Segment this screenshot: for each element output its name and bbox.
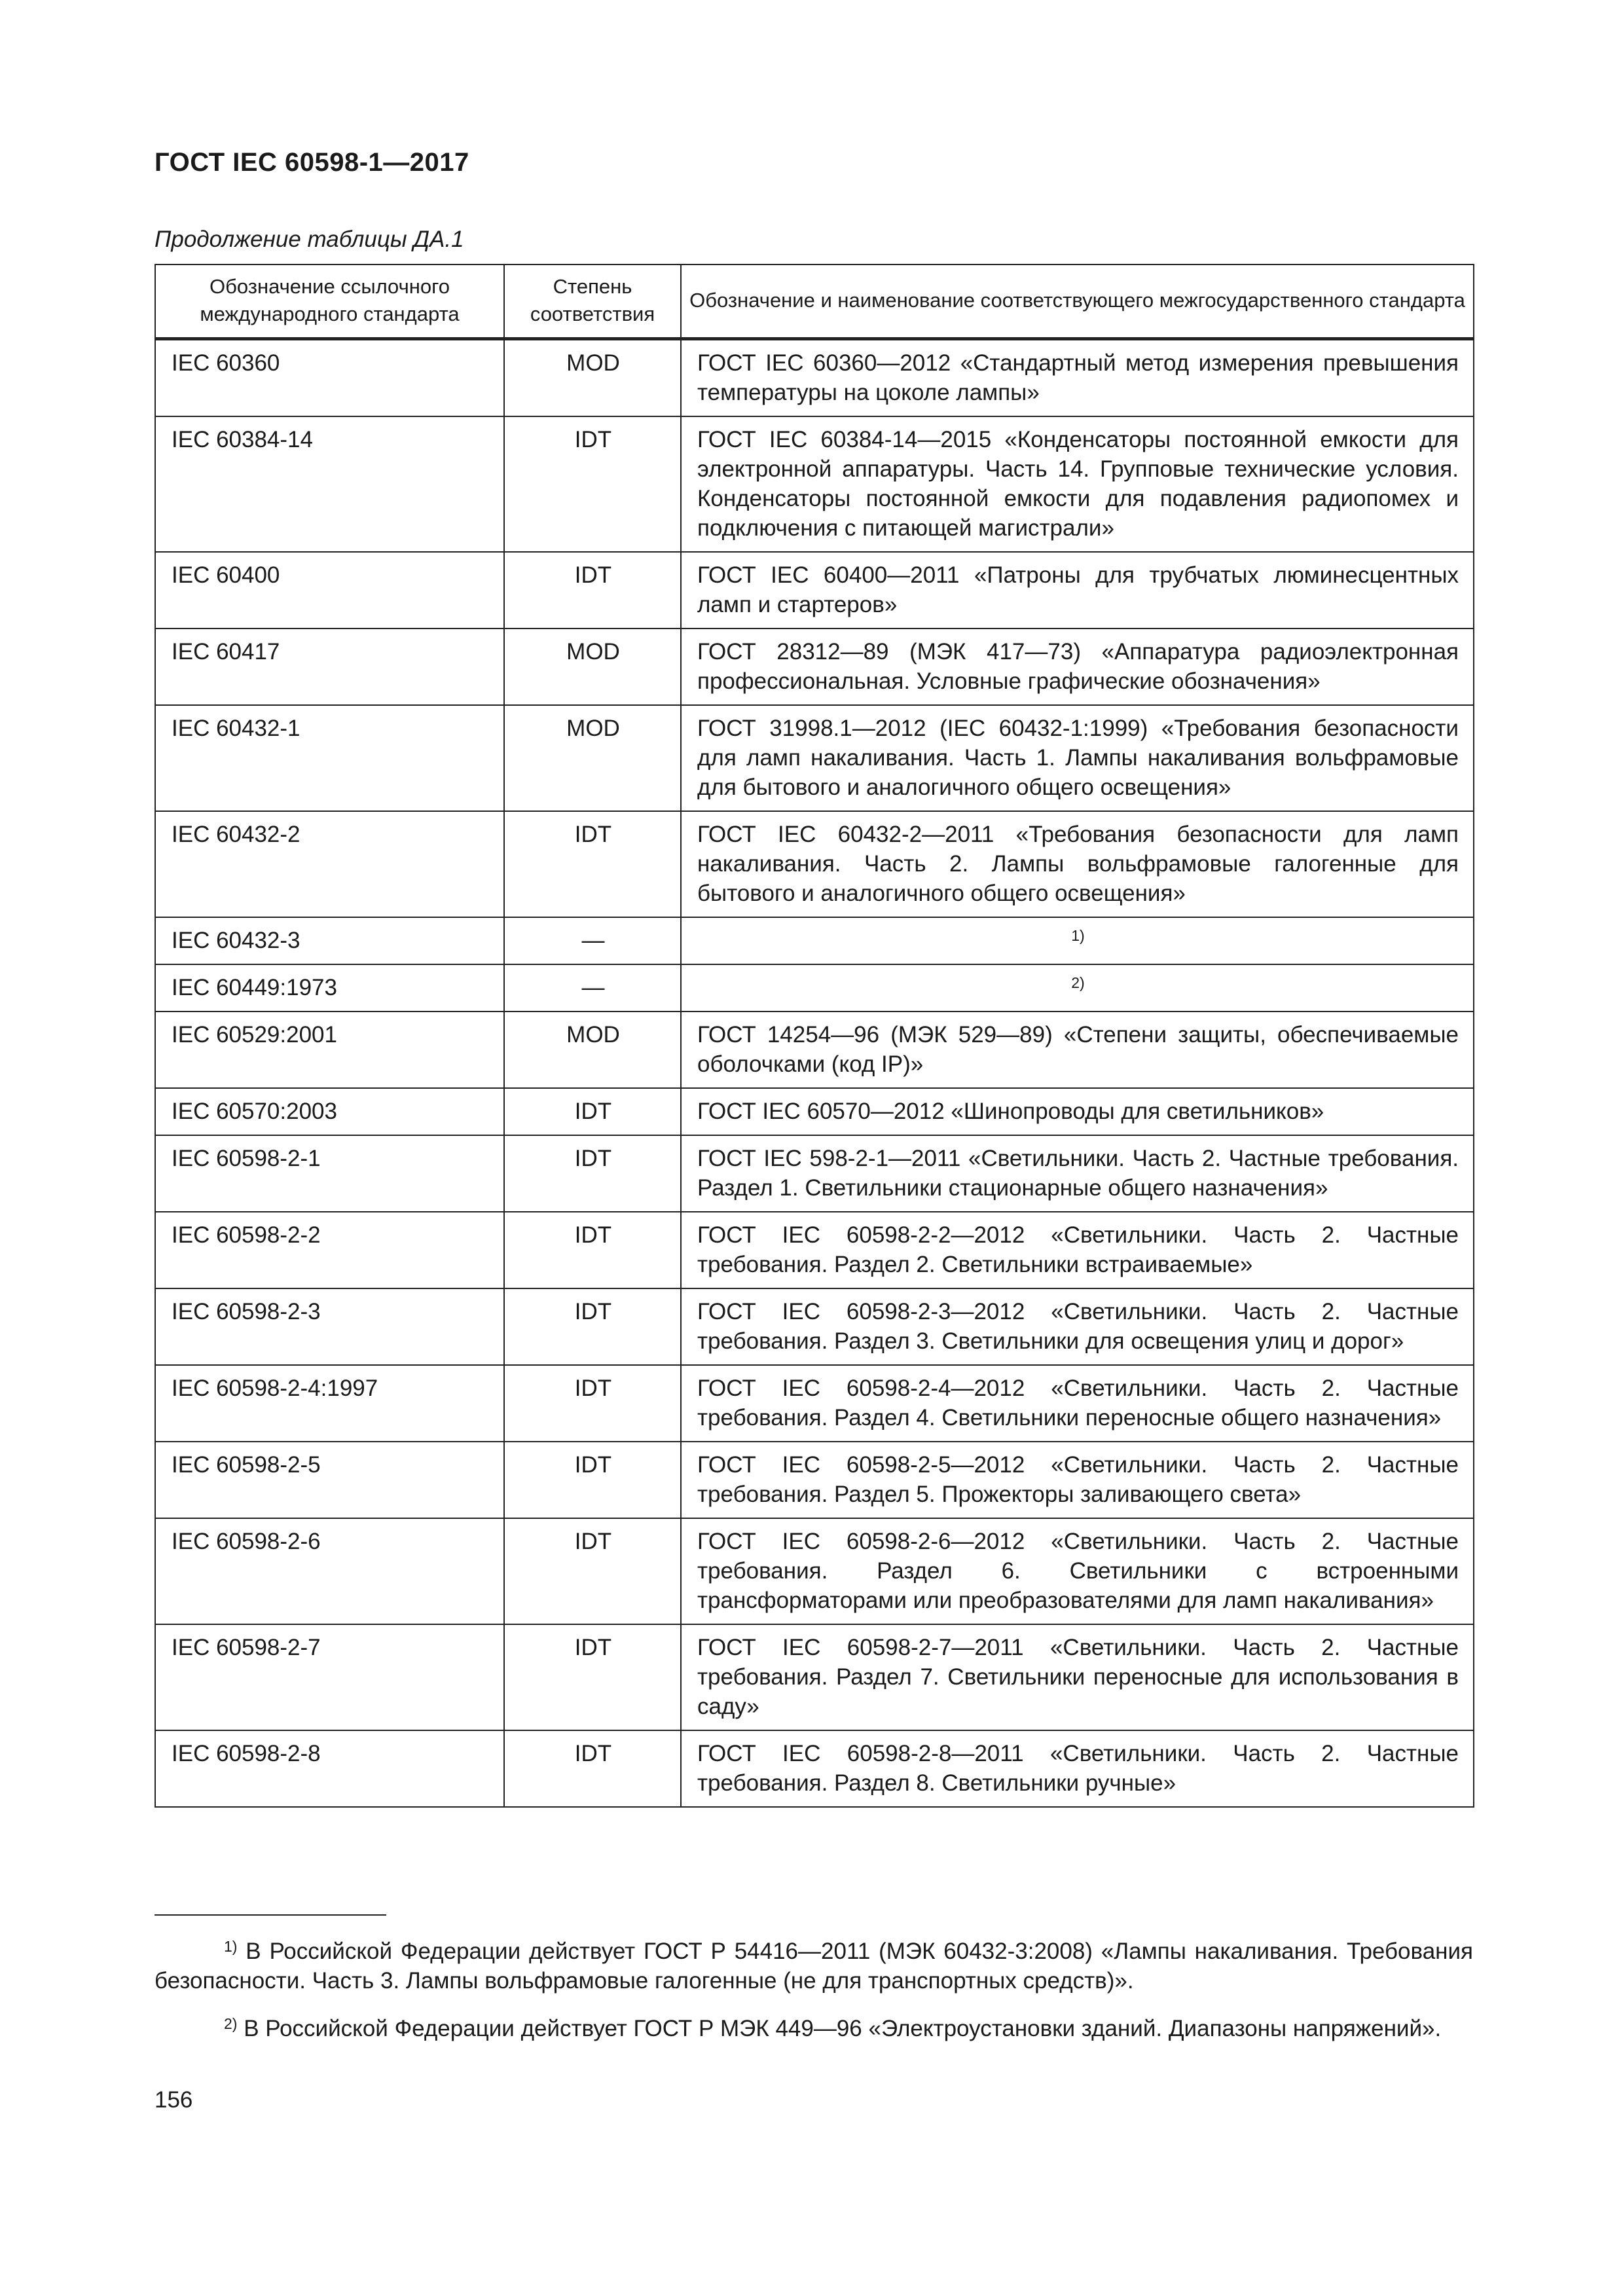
row-designation: IEC 60432-3 xyxy=(155,917,504,964)
row-designation: IEC 60529:2001 xyxy=(155,1011,504,1088)
row-designation: IEC 60360 xyxy=(155,339,504,417)
row-degree: IDT xyxy=(504,1212,681,1288)
row-standard-name: ГОСТ IEC 60570—2012 «Шинопроводы для светильников» xyxy=(681,1088,1474,1135)
document-title: ГОСТ IEC 60598-1—2017 xyxy=(155,148,469,177)
row-standard-name: ГОСТ IEC 60432-2—2011 «Требования безопасности для ламп накаливания. Часть 2. Лампы вольфрамовые галогенные для бытового и аналогичного общего освещения» xyxy=(681,811,1474,917)
row-degree: MOD xyxy=(504,629,681,705)
footnote-1-mark: 1) xyxy=(224,1938,238,1955)
row-designation: IEC 60598-2-4:1997 xyxy=(155,1365,504,1442)
row-degree: IDT xyxy=(504,1730,681,1807)
row-designation: IEC 60598-2-3 xyxy=(155,1288,504,1365)
row-standard-name: ГОСТ IEC 60598-2-6—2012 «Светильники. Часть 2. Частные требования. Раздел 6. Светильники с встроенными трансформаторами или преобразователями для ламп накаливания» xyxy=(681,1518,1474,1624)
row-degree: IDT xyxy=(504,1135,681,1212)
page-number: 156 xyxy=(155,2087,193,2113)
row-standard-name: ГОСТ 28312—89 (МЭК 417—73) «Аппаратура радиоэлектронная профессиональная. Условные графические обозначения» xyxy=(681,629,1474,705)
row-designation: IEC 60598-2-5 xyxy=(155,1442,504,1518)
table-row xyxy=(155,964,1474,1011)
row-designation: IEC 60384-14 xyxy=(155,416,504,552)
row-designation: IEC 60400 xyxy=(155,552,504,629)
row-standard-name: ГОСТ IEC 60360—2012 «Стандартный метод измерения превышения температуры на цоколе лампы» xyxy=(681,339,1474,417)
row-degree: MOD xyxy=(504,339,681,417)
column-header-designation: Обозначение ссылочного международного стандарта xyxy=(155,264,504,339)
table-row xyxy=(155,1730,1474,1807)
row-standard-name: ГОСТ IEC 60598-2-5—2012 «Светильники. Часть 2. Частные требования. Раздел 5. Прожекторы заливающего света» xyxy=(681,1442,1474,1518)
footnote-2-text: В Российской Федерации действует ГОСТ Р МЭК 449—96 «Электроустановки зданий. Диапазоны напряжений». xyxy=(244,2016,1442,2041)
row-degree: IDT xyxy=(504,1442,681,1518)
row-standard-name: ГОСТ IEC 60598-2-7—2011 «Светильники. Часть 2. Частные требования. Раздел 7. Светильники переносные для использования в саду» xyxy=(681,1624,1474,1730)
row-designation: IEC 60449:1973 xyxy=(155,964,504,1011)
row-designation: IEC 60598-2-6 xyxy=(155,1518,504,1624)
row-degree: IDT xyxy=(504,811,681,917)
table-row xyxy=(155,552,1474,629)
footnote-1 xyxy=(155,1937,1473,1995)
table-row xyxy=(155,629,1474,705)
table-row xyxy=(155,1518,1474,1624)
table-row xyxy=(155,339,1474,417)
row-designation: IEC 60432-1 xyxy=(155,705,504,811)
table-row xyxy=(155,917,1474,964)
row-designation: IEC 60417 xyxy=(155,629,504,705)
row-standard-name: ГОСТ IEC 60384-14—2015 «Конденсаторы постоянной емкости для электронной аппаратуры. Часть 14. Групповые технические условия. Конденсаторы постоянной емкости для подавления радиопомех и подключения с питающей магистрали» xyxy=(681,416,1474,552)
row-footnote-cell xyxy=(681,964,1474,1011)
footnote-2-mark: 2) xyxy=(224,2015,238,2032)
row-degree: — xyxy=(504,917,681,964)
footnote-1-text: В Российской Федерации действует ГОСТ Р 54416—2011 (МЭК 60432-3:2008) «Лампы накаливания. Требования безопасности. Часть 3. Лампы вольфрамовые галогенные (не для транспортных средств)». xyxy=(155,1939,1473,1994)
table-row xyxy=(155,1288,1474,1365)
footnote-divider xyxy=(155,1914,386,1916)
reference-standards-table xyxy=(155,264,1474,1808)
table-row xyxy=(155,1365,1474,1442)
row-standard-name: ГОСТ 14254—96 (МЭК 529—89) «Степени защиты, обеспечиваемые оболочками (код IP)» xyxy=(681,1011,1474,1088)
table-caption: Продолжение таблицы ДА.1 xyxy=(155,227,464,252)
footnote-2 xyxy=(155,2014,1473,2043)
row-designation: IEC 60598-2-2 xyxy=(155,1212,504,1288)
row-degree: — xyxy=(504,964,681,1011)
table-row xyxy=(155,705,1474,811)
table-row xyxy=(155,1624,1474,1730)
table-header-row xyxy=(155,264,1474,339)
column-header-name: Обозначение и наименование соответствующего межгосударственного стандарта xyxy=(681,264,1474,339)
row-standard-name: ГОСТ IEC 60598-2-8—2011 «Светильники. Часть 2. Частные требования. Раздел 8. Светильники ручные» xyxy=(681,1730,1474,1807)
row-standard-name: ГОСТ IEC 60598-2-3—2012 «Светильники. Часть 2. Частные требования. Раздел 3. Светильники для освещения улиц и дорог» xyxy=(681,1288,1474,1365)
row-footnote-cell xyxy=(681,917,1474,964)
row-degree: IDT xyxy=(504,552,681,629)
table-row xyxy=(155,416,1474,552)
table-row xyxy=(155,1442,1474,1518)
row-standard-name: ГОСТ IEC 598-2-1—2011 «Светильники. Часть 2. Частные требования. Раздел 1. Светильники стационарные общего назначения» xyxy=(681,1135,1474,1212)
row-designation: IEC 60570:2003 xyxy=(155,1088,504,1135)
row-standard-name: ГОСТ IEC 60598-2-4—2012 «Светильники. Часть 2. Частные требования. Раздел 4. Светильники переносные общего назначения» xyxy=(681,1365,1474,1442)
table-row xyxy=(155,811,1474,917)
table-row xyxy=(155,1011,1474,1088)
row-degree: IDT xyxy=(504,1288,681,1365)
row-degree: IDT xyxy=(504,416,681,552)
row-designation: IEC 60598-2-7 xyxy=(155,1624,504,1730)
row-standard-name: ГОСТ IEC 60598-2-2—2012 «Светильники. Часть 2. Частные требования. Раздел 2. Светильники встраиваемые» xyxy=(681,1212,1474,1288)
table-row xyxy=(155,1212,1474,1288)
row-degree: IDT xyxy=(504,1518,681,1624)
row-designation: IEC 60598-2-8 xyxy=(155,1730,504,1807)
row-designation: IEC 60598-2-1 xyxy=(155,1135,504,1212)
footnote-ref-1[interactable]: 1) xyxy=(1071,927,1085,944)
row-standard-name: ГОСТ IEC 60400—2011 «Патроны для трубчатых люминесцентных ламп и стартеров» xyxy=(681,552,1474,629)
row-designation: IEC 60432-2 xyxy=(155,811,504,917)
column-header-degree: Степень соответствия xyxy=(504,264,681,339)
row-degree: IDT xyxy=(504,1088,681,1135)
row-standard-name: ГОСТ 31998.1—2012 (IEC 60432-1:1999) «Требования безопасности для ламп накаливания. Часть 1. Лампы накаливания вольфрамовые для бытового и аналогичного общего освещения» xyxy=(681,705,1474,811)
row-degree: IDT xyxy=(504,1624,681,1730)
footnote-ref-2[interactable]: 2) xyxy=(1071,974,1085,991)
row-degree: MOD xyxy=(504,705,681,811)
row-degree: MOD xyxy=(504,1011,681,1088)
row-degree: IDT xyxy=(504,1365,681,1442)
table-row xyxy=(155,1088,1474,1135)
table-row xyxy=(155,1135,1474,1212)
